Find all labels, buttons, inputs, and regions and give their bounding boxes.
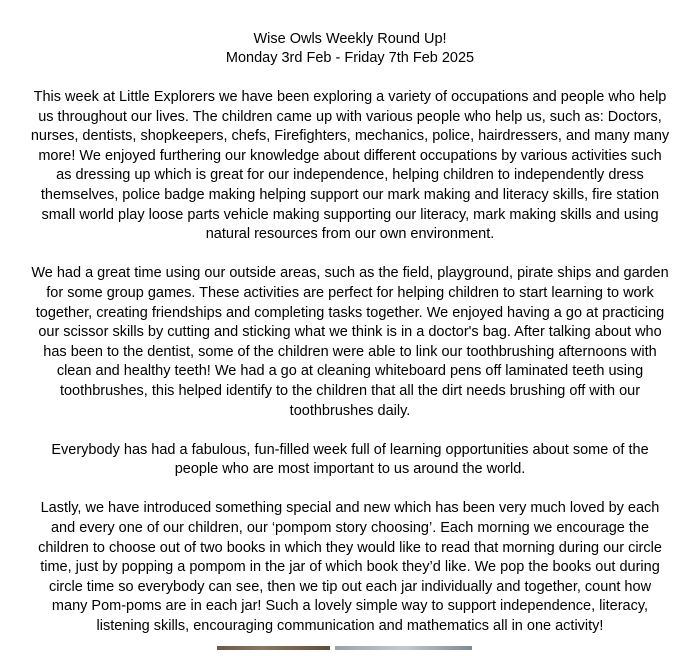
photo-left (217, 646, 330, 650)
paragraph-occupations: This week at Little Explorers we have been exploring a variety of occupations and people who help us throughout our lives. The children came up with various people who help us, such as: Doctors, nurses, dentists, shopkeepers, chefs, Firefighters, mechanics, police, hairdressers, and many many more! We enjoyed furthering our knowledge about different occupations by various activities such as dressing up which is great for our independence, helping children to independently dress themselves, police badge making helping support our mark making and literacy skills, fire station small world play loose parts vehicle making supporting our literacy, mark making skills and using natural resources from our own environment. (30, 89, 670, 243)
paragraph-outside-areas: We had a great time using our outside areas, such as the field, playground, pirate ships and garden for some group games. These activities are perfect for helping children to start learning to work together, creating friendships and completing tasks together. We enjoyed having a go at practicing our scissor skills by cutting and sticking what we think is in a doctor's bag. After talking about who has been to the dentist, some of the children were able to link our toothbrushing afternoons with clean and healthy teeth! We had a go at cleaning whiteboard pens off laminated teeth using toothbrushes, this helped identify to the children that all the dirt needs brushing off with our toothbrushes daily. (31, 265, 669, 419)
newsletter-header (0, 30, 700, 68)
paragraph-fun-filled-week: Everybody has had a fabulous, fun-filled week full of learning opportunities about some of the people who are most important to us around the world. (51, 441, 649, 478)
newsletter-title: Wise Owls Weekly Round Up! (253, 31, 447, 47)
paragraph-pompom-story: Lastly, we have introduced something special and new which has been very much loved by each and every one of our children, our ‘pompom story choosing’. Each morning we encourage the children to choose out of two books in which they would like to read that morning during our circle time, just by popping a pompom in the jar of which book they’d like. We pop the books out during circle time so everybody can see, then we tip out each jar individually and together, count how many Pom-poms are in each jar! Such a lovely simple way to support independence, literacy, listening skills, encouraging communication and mathematics all in one activity! (38, 500, 662, 635)
photo-right (335, 646, 472, 650)
newsletter-body (30, 88, 670, 656)
newsletter-dates: Monday 3rd Feb - Friday 7th Feb 2025 (225, 50, 475, 66)
